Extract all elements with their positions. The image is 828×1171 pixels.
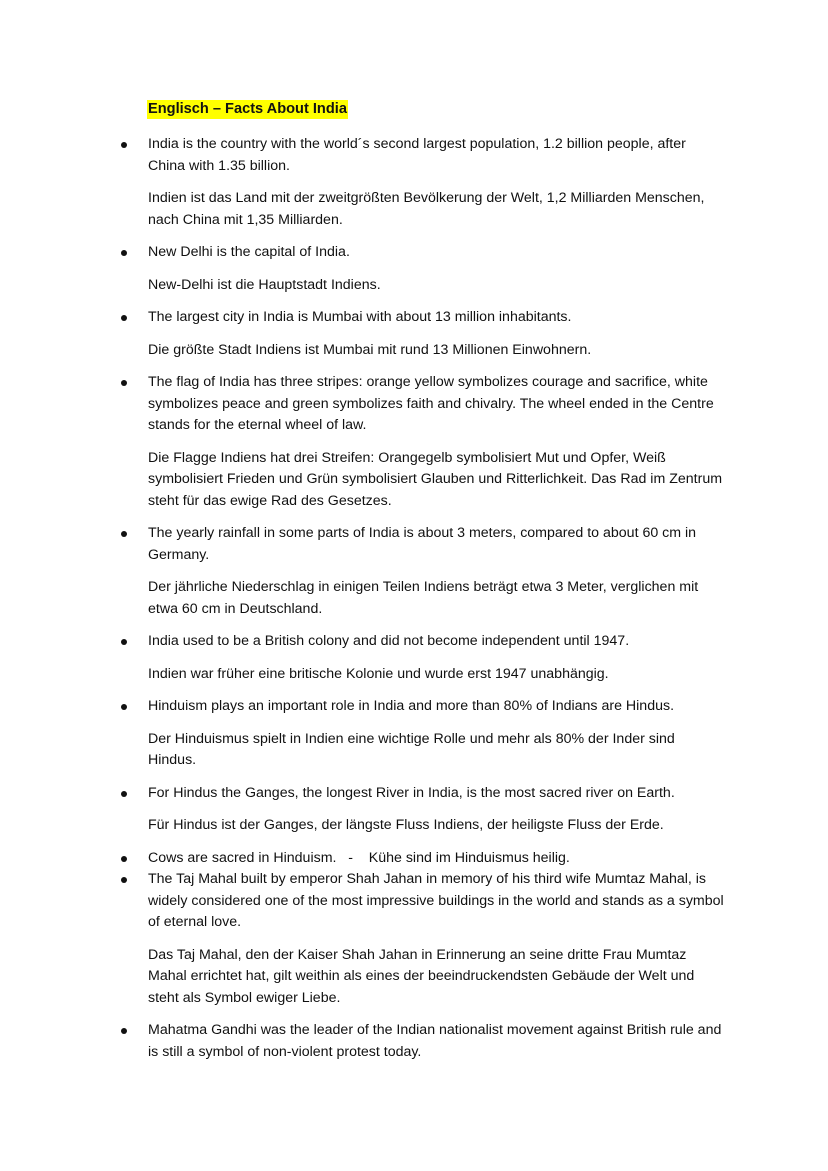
fact-english: Mahatma Gandhi was the leader of the Indian nationalist movement against British rule and is still a symbol of non-violent protest today. [148,1022,722,1060]
document-title [147,98,348,120]
fact-german: Indien war früher eine britische Kolonie und wurde erst 1947 unabhängig. [148,665,609,682]
fact-item [0,523,726,620]
bullet-icon [121,142,127,148]
fact-english: The largest city in India is Mumbai with about 13 million inhabitants. [148,309,572,325]
fact-item [0,848,726,870]
fact-german: Der jährliche Niederschlag in einigen Teilen Indiens beträgt etwa 3 Meter, verglichen mit etwa 60 cm in Deutschland. [148,579,699,617]
bullet-icon [121,791,127,797]
fact-english: India used to be a British colony and did not become independent until 1947. [148,633,630,649]
fact-german: Indien ist das Land mit der zweitgrößten Bevölkerung der Welt, 1,2 Milliarden Menschen, nach China mit 1,35 Milliarden. [148,190,705,228]
bullet-icon [121,380,127,386]
fact-german: Die Flagge Indiens hat drei Streifen: Orangegelb symbolisiert Mut und Opfer, Weiß symbolisiert Frieden und Grün symbolisiert Glauben und Ritterlichkeit. Das Rad im Zentrum steht für das ewige Rad des Gesetzes. [148,449,723,509]
fact-item [0,307,726,361]
fact-german: Für Hindus ist der Ganges, der längste Fluss Indiens, der heiligste Fluss der Erde. [148,817,664,833]
fact-item [0,631,726,685]
bullet-icon [121,704,127,710]
fact-english: New Delhi is the capital of India. [148,244,350,260]
bullet-icon [121,877,127,883]
fact-english: The flag of India has three stripes: orange yellow symbolizes courage and sacrifice, white symbolizes peace and green symbolizes faith and chivalry. The wheel ended in the Centre stands for the eternal wheel of law. [148,374,714,433]
fact-german: New-Delhi ist die Hauptstadt Indiens. [148,276,381,293]
fact-item [0,242,726,296]
bullet-icon [121,856,127,862]
fact-english: Cows are sacred in Hinduism. - Kühe sind im Hinduismus heilig. [148,849,570,866]
facts-list [0,134,828,1063]
bullet-icon [121,639,127,645]
fact-item [0,134,726,231]
fact-english: For Hindus the Ganges, the longest River in India, is the most sacred river on Earth. [148,784,675,801]
bullet-icon [121,1028,127,1034]
bullet-icon [121,250,127,256]
fact-english: India is the country with the world´s second largest population, 1.2 billion people, after China with 1.35 billion. [148,136,686,174]
fact-item [0,696,726,772]
fact-english: The Taj Mahal built by emperor Shah Jahan in memory of his third wife Mumtaz Mahal, is widely considered one of the most impressive buildings in the world and stands as a symbol of eternal love. [148,871,724,930]
fact-item [0,869,726,1009]
fact-english: The yearly rainfall in some parts of India is about 3 meters, compared to about 60 cm in Germany. [148,525,697,563]
bullet-icon [121,315,127,321]
fact-item [0,372,726,512]
fact-german: Das Taj Mahal, den der Kaiser Shah Jahan in Erinnerung an seine dritte Frau Mumtaz Mahal errichtet hat, gilt weithin als eines der beeindruckendsten Gebäude der Welt und steht als Symbol ewiger Liebe. [148,946,695,1006]
fact-german: Die größte Stadt Indiens ist Mumbai mit rund 13 Millionen Einwohnern. [148,341,592,358]
bullet-icon [121,531,127,537]
title-highlight: Englisch – Facts About India [148,101,347,117]
fact-item [0,783,726,837]
fact-item [0,1020,726,1063]
fact-german: Der Hinduismus spielt in Indien eine wichtige Rolle und mehr als 80% der Inder sind Hindus. [148,730,675,768]
fact-english: Hinduism plays an important role in India and more than 80% of Indians are Hindus. [148,698,675,714]
